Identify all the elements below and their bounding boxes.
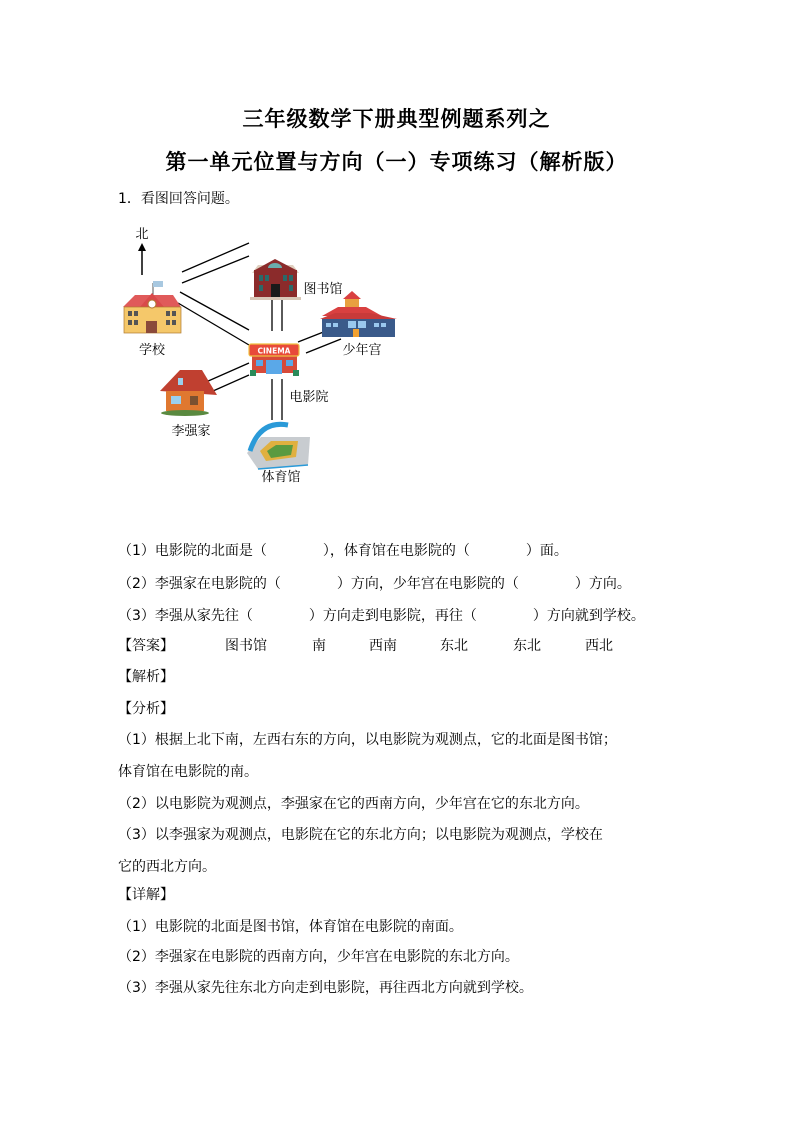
youth-palace-icon [320, 291, 397, 337]
analysis-line-2: 体育馆在电影院的南。 [118, 764, 258, 780]
svg-text:CINEMA: CINEMA [257, 346, 291, 356]
detail-line-2: （2）李强家在电影院的西南方向，少年宫在电影院的东北方向。 [118, 949, 519, 965]
answer-value-5: 东北 [513, 638, 541, 654]
school-label: 学校 [138, 343, 166, 358]
document-title-line1: 三年级数学下册典型例题系列之 [242, 107, 551, 131]
map-diagram [100, 215, 420, 495]
sub-question-3: （3）李强从家先往（ ）方向走到电影院，再往（ ）方向就到学校。 [118, 608, 645, 624]
cinema-label: 电影院 [289, 390, 329, 405]
answer-value-4: 东北 [440, 638, 468, 654]
cinema-icon [249, 344, 299, 376]
answer-value-2: 南 [312, 638, 326, 654]
analysis-line-4: （3）以李强家为观测点，电影院在它的东北方向；以电影院为观测点，学校在 [118, 827, 603, 843]
map-svg [100, 215, 420, 495]
detail-line-3: （3）李强从家先往东北方向走到电影院，再往西北方向就到学校。 [118, 980, 533, 996]
question-prompt: 1．看图回答问题。 [118, 191, 239, 207]
detail-label: 【详解】 [118, 887, 174, 903]
stadium-label: 体育馆 [261, 470, 301, 485]
school-icon [123, 281, 181, 333]
sub-question-1: （1）电影院的北面是（ ），体育馆在电影院的（ ）面。 [118, 543, 568, 559]
explanation-label: 【解析】 [118, 669, 174, 685]
north-arrow-icon [138, 243, 146, 275]
stadium-icon [247, 424, 310, 469]
library-icon [250, 259, 301, 300]
analysis-line-5: 它的西北方向。 [118, 859, 216, 875]
youth-palace-label: 少年宫 [342, 343, 382, 358]
north-label: 北 [135, 227, 149, 242]
answer-value-1: 图书馆 [225, 638, 267, 654]
analysis-line-1: （1）根据上北下南，左西右东的方向，以电影院为观测点，它的北面是图书馆； [118, 732, 617, 748]
answer-value-6: 西北 [585, 638, 613, 654]
sub-question-2: （2）李强家在电影院的（ ）方向，少年宫在电影院的（ ）方向。 [118, 576, 631, 592]
analysis-line-3: （2）以电影院为观测点，李强家在它的西南方向，少年宫在它的东北方向。 [118, 796, 589, 812]
answer-value-3: 西南 [369, 638, 397, 654]
answer-label: 【答案】 [118, 638, 174, 654]
analysis-label: 【分析】 [118, 701, 174, 717]
detail-line-1: （1）电影院的北面是图书馆，体育馆在电影院的南面。 [118, 919, 463, 935]
liqiang-home-label: 李强家 [171, 424, 211, 439]
document-title-line2: 第一单元位置与方向（一）专项练习（解析版） [165, 150, 628, 174]
house-icon [160, 370, 217, 416]
library-label: 图书馆 [303, 282, 343, 297]
